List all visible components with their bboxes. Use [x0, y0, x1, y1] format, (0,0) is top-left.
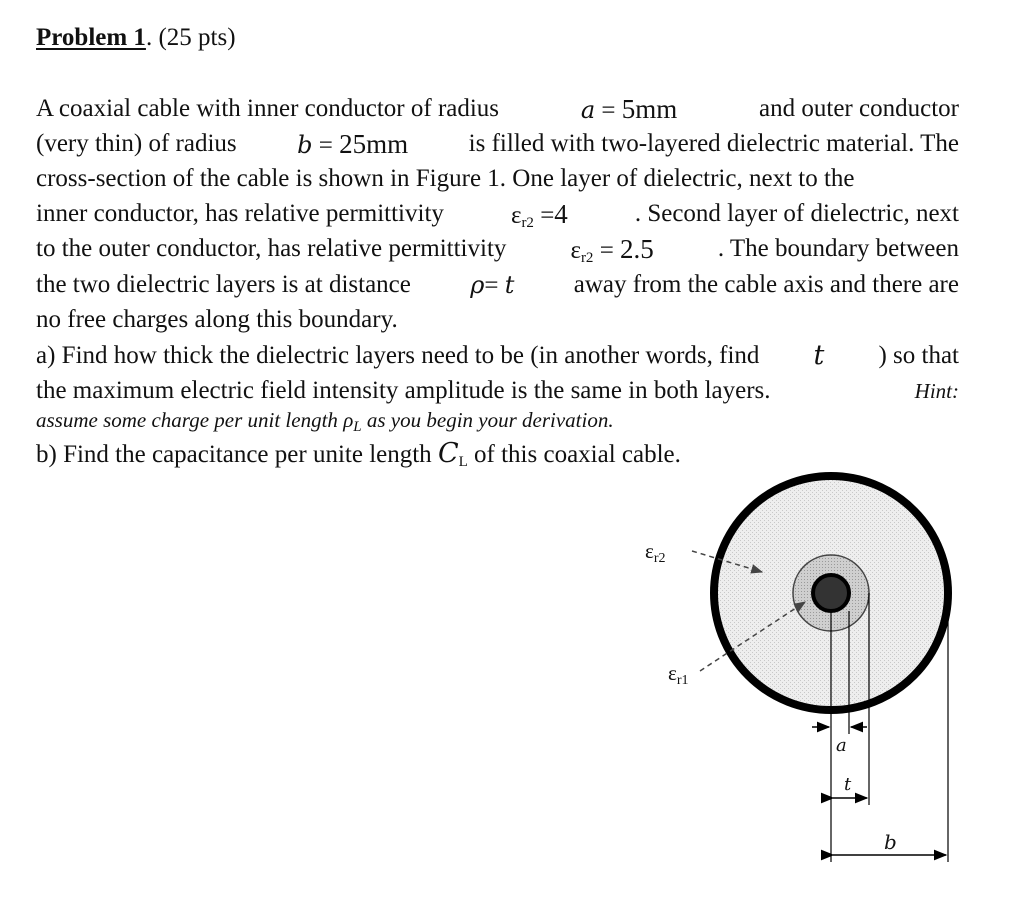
label-b: b: [884, 830, 897, 854]
part-a-line-2: the maximum electric field intensity amplitude is the same in both layers. Hint:: [36, 374, 959, 408]
part-a-line: a) Find how thick the dielectric layers need to be (in another words, find t ) so that: [36, 340, 959, 371]
part-b-line: b) Find the capacitance per unite length $C_L$ of this coaxial cable.: [36, 438, 681, 470]
problem-title: Problem 1: [36, 24, 146, 51]
hint-line: assume some charge per unit length $\rho_L$ as you begin your derivation.: [36, 408, 614, 435]
label-a: a: [836, 735, 847, 756]
inner-conductor: [813, 575, 849, 611]
label-t: t: [844, 774, 852, 795]
text-line-1: A coaxial cable with inner conductor of radius a = 5mm and outer conductor: [36, 94, 959, 124]
problem-points: . (25 pts): [145, 24, 236, 51]
text-line-4: inner conductor, has relative permittivity $\varepsilon_{r2} =4$ . Second layer of dielectric, next: [36, 199, 959, 231]
text-line-5: to the outer conductor, has relative permittivity $\varepsilon_{r2} = 2.5$ . The boundary between: [36, 234, 959, 266]
hint-label: Hint:: [914, 379, 959, 403]
text-line-2: (very thin) of radius b = 25mm is filled with two-layered dielectric material. The: [36, 129, 959, 159]
text-line-3: cross-section of the cable is shown in Figure 1. One layer of dielectric, next to the: [36, 165, 855, 192]
text-line-7: no free charges along this boundary.: [36, 306, 398, 333]
text-line-6: the two dielectric layers is at distance ρ= t away from the cable axis and there are: [36, 271, 959, 299]
eps2-label: εr2: [645, 539, 666, 566]
eps1-label: εr1: [668, 661, 689, 688]
